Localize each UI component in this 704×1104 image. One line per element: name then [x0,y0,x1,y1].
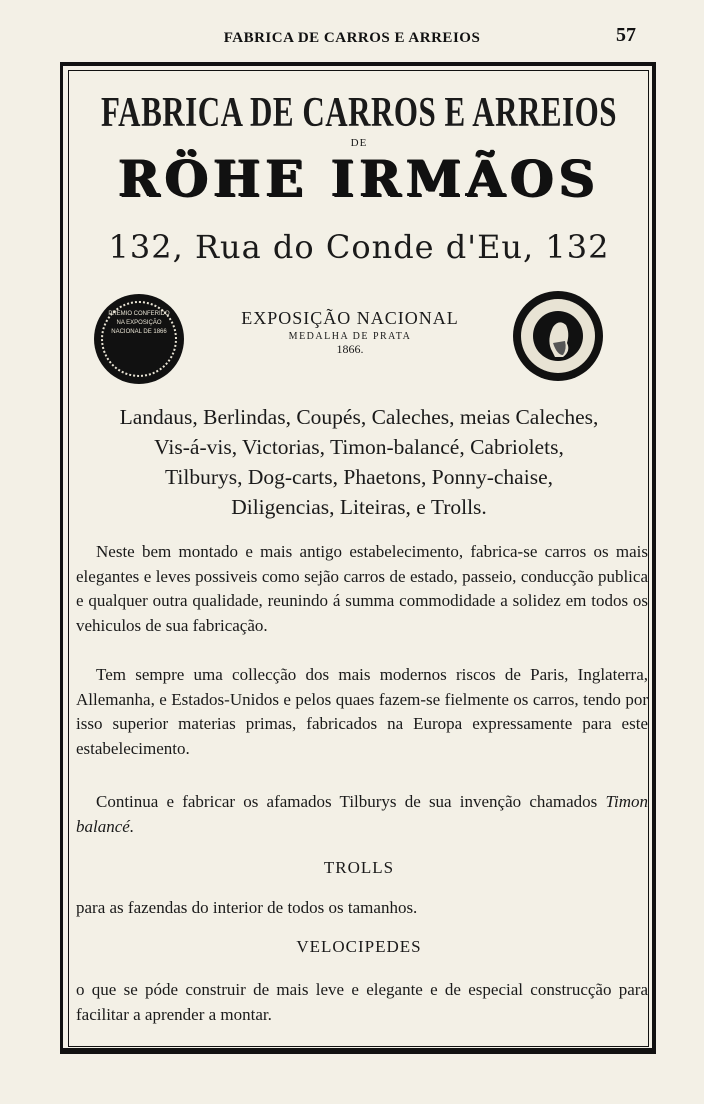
firm-address: 132, Rua do Conde d'Eu, 132 [108,228,610,266]
trolls-heading: TROLLS [323,858,395,877]
ad-title-de: DE [350,137,368,149]
paragraph-collection: Tem sempre uma collecção dos mais modernos riscos de Paris, Inglaterra, Allemanha, e Estados-Unidos e pelos quaes fazem-se fielmente os carros, tendo por isso superior materias primas, fabricados na Europa expressamente para este estabelecimento. [76,665,648,758]
carriage-line: Tilburys, Dog-carts, Phaetons, Ponny-chaise, [165,465,553,489]
trolls-text: para as fazendas do interior de todos os tamanhos. [76,898,418,917]
firm-name: RÖHE IRMÃOS [118,149,600,208]
carriage-line: Diligencias, Liteiras, e Trolls. [231,495,487,519]
velocipedes-text: o que se póde construir de mais leve e elegante e de especial construcção para facilitar a aprender a montar. [76,980,648,1024]
exposition-block [190,308,510,357]
exposition-title: EXPOSIÇÃO NACIONAL [241,308,459,328]
exposition-medal: MEDALHA DE PRATA [288,331,412,342]
running-head: FABRICA DE CARROS E ARREIOS [223,30,481,46]
ad-title: FABRICA DE CARROS E ARREIOS [101,88,617,136]
carriage-list [70,402,648,522]
paragraph-description: Neste bem montado e mais antigo estabelecimento, fabrica-se carros os mais elegantes e leves possiveis como sejão carros de estado, passeio, conducção publica e qualquer outra qualidade, reunindo á summa commodidade a solidez em todos os vehiculos de sua fabricação. [76,542,648,635]
page-number: 57 [616,24,636,46]
award-medal-icon [94,294,184,384]
emperor-portrait-medal-icon [513,291,603,381]
velocipedes-heading: VELOCIPEDES [296,937,422,956]
carriage-line: Vis-á-vis, Victorias, Timon-balancé, Cabriolets, [154,435,564,459]
exposition-year: 1866. [336,342,364,356]
medal-left-text: PREMIO CONFERIDO NA EXPOSIÇÃO NACIONAL DE 1866 [108,311,170,335]
timon-balance-italic: Timon balancé. [76,792,649,836]
paragraph-tilburys: Continua e fabricar os afamados Tilburys de sua invenção chamados Timon balancé. [76,792,649,836]
carriage-line: Landaus, Berlindas, Coupés, Caleches, meias Caleches, [119,405,599,429]
